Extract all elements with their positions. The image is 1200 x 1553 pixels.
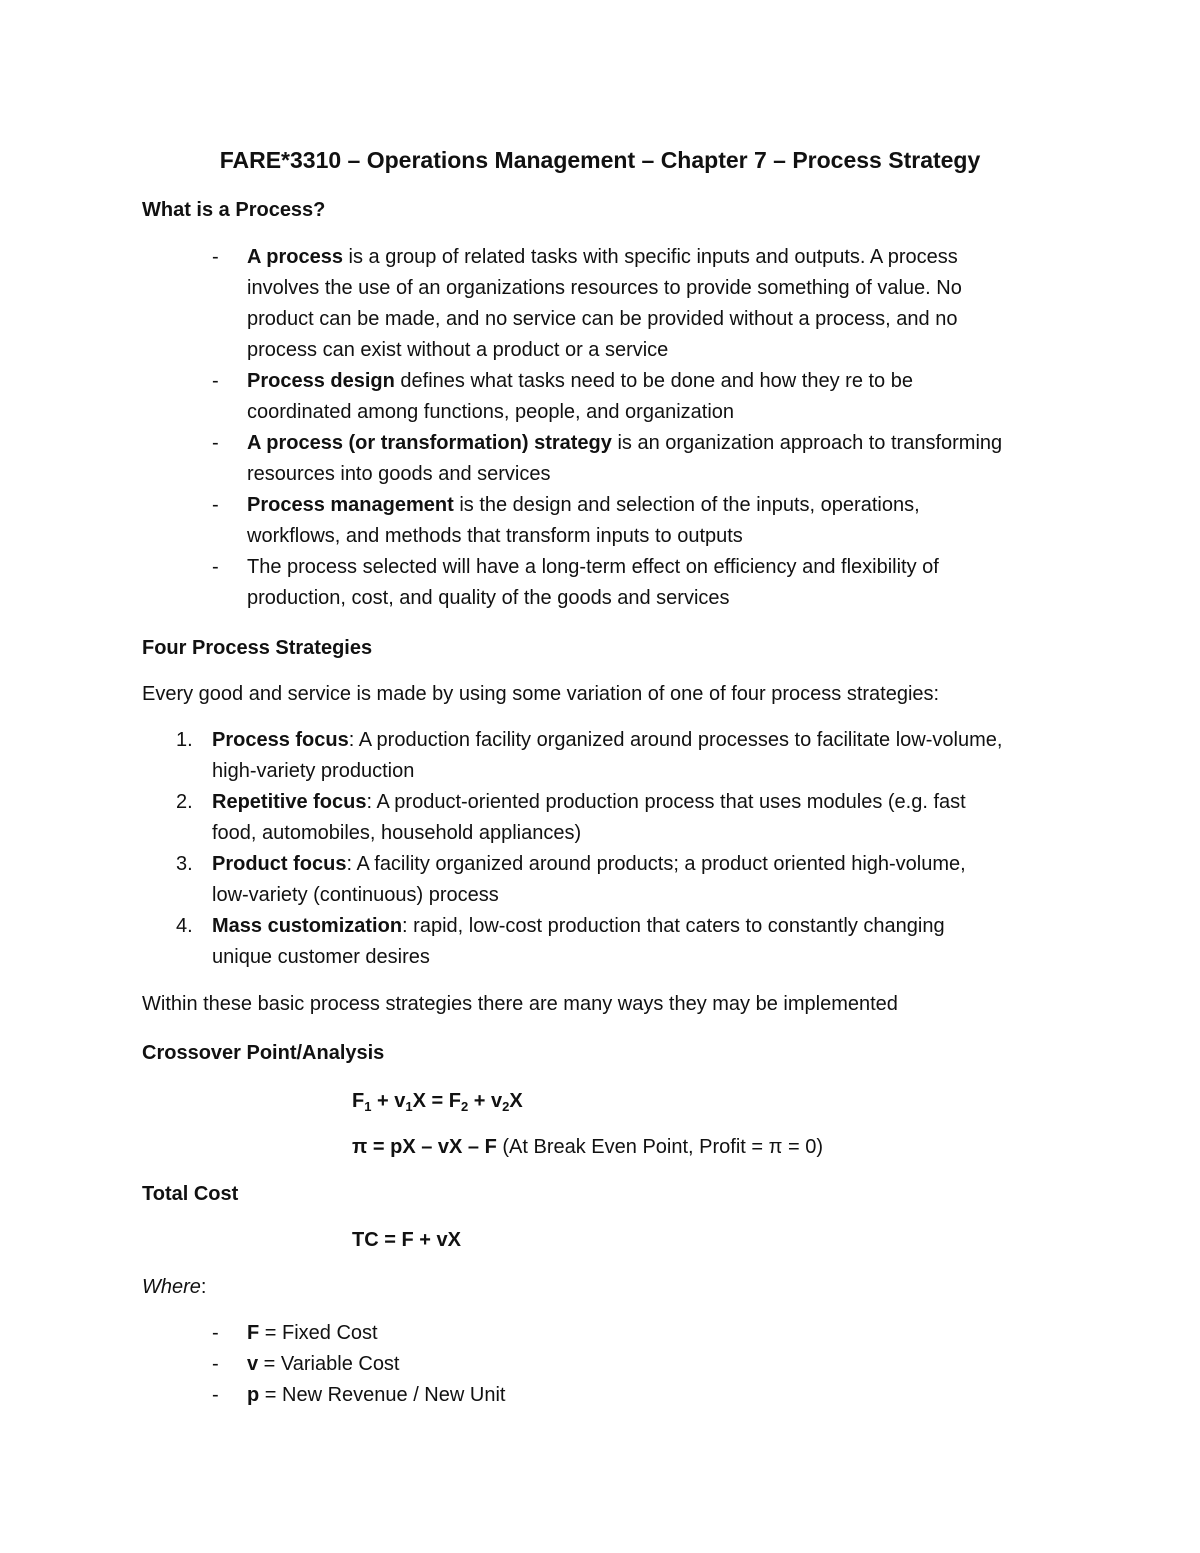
definition-text: is the design and selection of the inputs, operations, <box>453 494 920 516</box>
formula-part: F <box>352 1090 365 1112</box>
bullet-marker: - <box>212 1353 219 1375</box>
variable-symbol: v <box>247 1353 259 1375</box>
variable-symbol: p <box>247 1384 260 1406</box>
definition-text: : A production facility organized around processes to facilitate low-volume, <box>348 729 1003 751</box>
bullet-marker: - <box>212 1322 219 1344</box>
definition-text: coordinated among functions, people, and organization <box>247 401 735 423</box>
strategies-outro: Within these basic process strategies there are many ways they may be implemented <box>142 993 898 1015</box>
bullet-marker: - <box>212 432 219 454</box>
variable-symbol: F <box>247 1322 260 1344</box>
list-item <box>172 911 1002 973</box>
definition-text: : A product-oriented production process that uses modules (e.g. fast <box>366 791 966 813</box>
term-a-process: A process <box>247 246 343 268</box>
section-heading-four-strategies: Four Process Strategies <box>142 637 373 659</box>
list-number: 4. <box>176 915 193 937</box>
formula-part: π = pX – vX – F <box>352 1136 497 1158</box>
list-item <box>208 366 1002 428</box>
list-item <box>172 787 1002 849</box>
where-label <box>142 1273 206 1301</box>
process-definitions-list <box>208 242 1002 614</box>
list-item <box>172 725 1002 787</box>
formula-note: (At Break Even Point, Profit = π = 0) <box>496 1136 823 1158</box>
formula-part: X = F <box>412 1090 461 1112</box>
list-item <box>208 1349 505 1380</box>
list-number: 3. <box>176 853 193 875</box>
section-heading-what-is-process: What is a Process? <box>142 199 326 221</box>
variable-meaning: = New Revenue / New Unit <box>259 1384 506 1406</box>
list-item <box>208 552 1002 614</box>
formula-subscript: 2 <box>502 1099 510 1114</box>
term-process-focus: Process focus <box>212 729 349 751</box>
list-item <box>208 1318 505 1349</box>
list-item <box>208 1380 505 1411</box>
definition-text: low-variety (continuous) process <box>212 884 499 906</box>
strategies-intro: Every good and service is made by using some variation of one of four process strategies: <box>142 683 940 705</box>
term-process-design: Process design <box>247 370 395 392</box>
formula-subscript: 1 <box>364 1099 372 1114</box>
strategies-list <box>172 725 1002 973</box>
list-number: 1. <box>176 729 193 751</box>
definition-text: high-variety production <box>212 760 415 782</box>
term-mass-customization: Mass customization <box>212 915 403 937</box>
term-process-management: Process management <box>247 494 454 516</box>
total-cost-formula: TC = F + vX <box>352 1229 461 1251</box>
term-product-focus: Product focus <box>212 853 347 875</box>
variable-meaning: = Variable Cost <box>258 1353 400 1375</box>
definition-text: unique customer desires <box>212 946 430 968</box>
list-item <box>172 849 1002 911</box>
definition-text: The process selected will have a long-term effect on efficiency and flexibility of <box>247 556 939 578</box>
definition-text: food, automobiles, household appliances) <box>212 822 582 844</box>
formula-part: X <box>509 1090 523 1112</box>
bullet-marker: - <box>212 1384 219 1406</box>
definition-text: workflows, and methods that transform inputs to outputs <box>247 525 743 547</box>
where-colon: : <box>200 1276 207 1298</box>
bullet-marker: - <box>212 246 219 268</box>
definition-text: production, cost, and quality of the goods and services <box>247 587 730 609</box>
formula-part: + v <box>468 1090 503 1112</box>
bullet-marker: - <box>212 494 219 516</box>
formula-subscript: 2 <box>460 1099 469 1114</box>
section-heading-total-cost: Total Cost <box>142 1183 239 1205</box>
term-process-strategy: A process (or transformation) strategy <box>247 432 612 454</box>
definition-text: : rapid, low-cost production that caters to constantly changing <box>402 915 945 937</box>
crossover-formula <box>352 1087 523 1115</box>
definition-text: product can be made, and no service can be provided without a process, and no <box>247 308 958 330</box>
definition-text: resources into goods and services <box>247 463 551 485</box>
definition-text: defines what tasks need to be done and how they re to be <box>394 370 913 392</box>
variable-definitions-list <box>208 1318 505 1411</box>
section-heading-crossover: Crossover Point/Analysis <box>142 1042 385 1064</box>
bullet-marker: - <box>212 556 219 578</box>
list-item <box>208 242 1002 366</box>
formula-subscript: 1 <box>405 1099 413 1114</box>
definition-text: : A facility organized around products; a product oriented high-volume, <box>346 853 966 875</box>
definition-text: involves the use of an organizations resources to provide something of value. No <box>247 277 962 299</box>
list-item <box>208 490 1002 552</box>
profit-formula <box>352 1133 823 1161</box>
list-number: 2. <box>176 791 193 813</box>
definition-text: is a group of related tasks with specific inputs and outputs. A process <box>342 246 958 268</box>
formula-part: + v <box>371 1090 406 1112</box>
where-text: Where <box>142 1276 201 1298</box>
definition-text: process can exist without a product or a service <box>247 339 669 361</box>
page-title: FARE*3310 – Operations Management – Chapter 7 – Process Strategy <box>219 147 981 173</box>
term-repetitive-focus: Repetitive focus <box>212 791 367 813</box>
variable-meaning: = Fixed Cost <box>259 1322 378 1344</box>
definition-text: is an organization approach to transforming <box>611 432 1003 454</box>
bullet-marker: - <box>212 370 219 392</box>
list-item <box>208 428 1002 490</box>
